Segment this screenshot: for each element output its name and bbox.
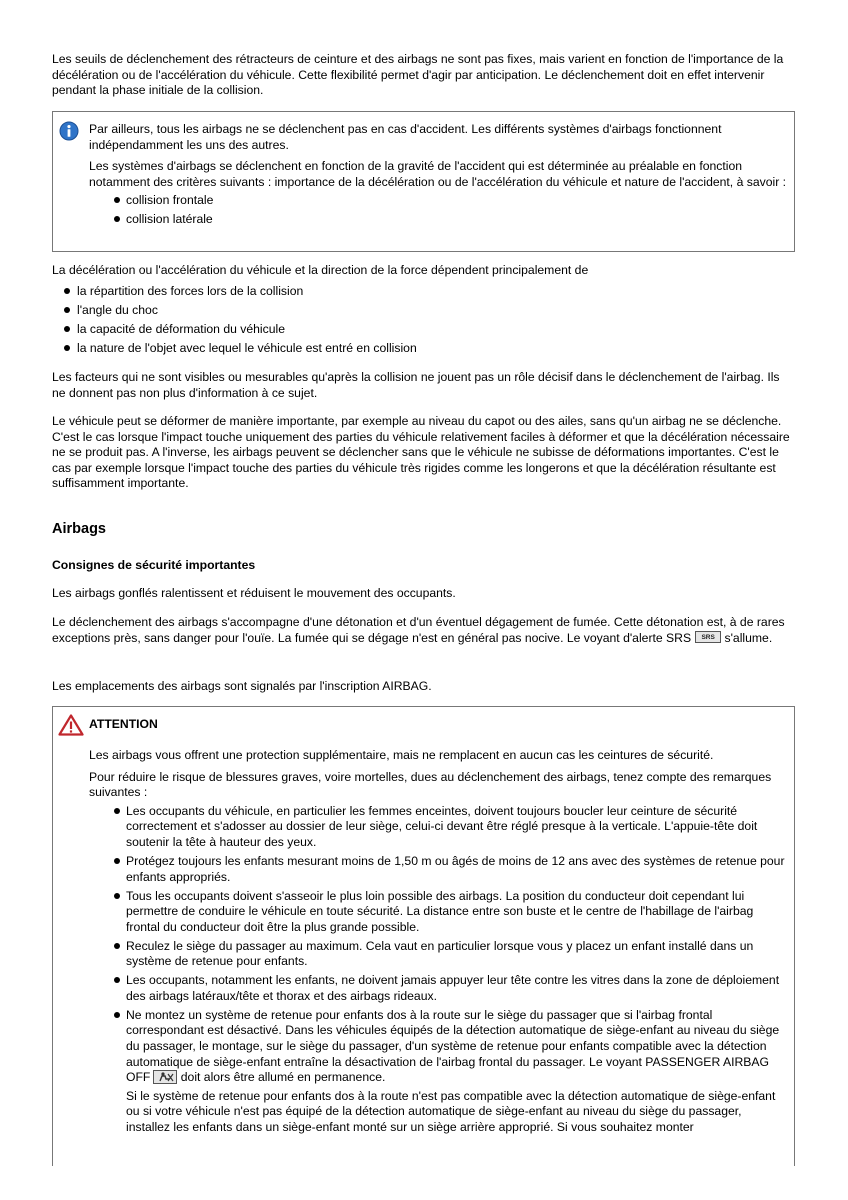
bullet-icon bbox=[114, 943, 120, 949]
srs-warning-icon: SRS bbox=[695, 631, 721, 643]
bullet-icon bbox=[114, 197, 120, 203]
attention-paragraph-1: Les airbags vous offrent une protection supplémentaire, mais ne remplacent en aucun cas les ceintures de sécurité. bbox=[89, 748, 714, 762]
airbags-paragraph-2: Le déclenchement des airbags s'accompagne d'une détonation et d'un éventuel dégagement de fumée. Cette détonation est, à de rares exceptions près, sans danger pour l'ouïe. La fumée qui se dégage n'est en général pas nocive. Le voyant d'alerte SRS SRS s'allume. bbox=[52, 615, 785, 645]
info-box bbox=[52, 111, 795, 252]
list-item: l'angle du choc bbox=[40, 303, 792, 319]
list-item: Tous les occupants doivent s'asseoir le plus loin possible des airbags. La position du conducteur doit cependant lui permettre de conduire le véhicule en toute sécurité. La distance entre son buste et le centre de l'habillage de l'airbag frontal du conducteur doit être la plus grande possible. bbox=[89, 889, 788, 936]
list-item: Reculez le siège du passager au maximum. Cela vaut en particulier lorsque vous y placez un enfant installé dans un système de retenue pour enfants. bbox=[89, 939, 788, 970]
list-item: Les occupants du véhicule, en particulier les femmes enceintes, doivent toujours boucler leur ceinture de sécurité correctement et s'adosser au dossier de leur siège, celui-ci devant être réglé presque à la verticale. L'appuie-tête doit soutenir la tête à hauteur des yeux. bbox=[89, 804, 788, 851]
attention-last-item-continuation: Si le système de retenue pour enfants dos à la route n'est pas compatible avec la détection automatique de siège-enfant ou si votre véhicule n'est pas équipé de la détection automatique de siège-enfant au niveau du siège du passager, installez les enfants dans un siège-enfant monté sur un siège arrière approprié. Si vous souhaitez monter bbox=[126, 1088, 776, 1135]
info-box-content bbox=[89, 122, 788, 231]
bullet-icon bbox=[114, 216, 120, 222]
body-section-1 bbox=[52, 263, 792, 360]
passenger-airbag-off-icon bbox=[153, 1070, 177, 1084]
bullet-icon bbox=[64, 288, 70, 294]
list-item: la capacité de déformation du véhicule bbox=[40, 322, 792, 338]
attention-box bbox=[52, 706, 795, 1166]
bullet-icon bbox=[114, 893, 120, 899]
list-item: Ne montez un système de retenue pour enfants dos à la route sur le siège du passager que si l'airbag frontal correspondant est désactivé. Dans les véhicules équipés de la détection automatique de siège-enfant au niveau du siège du passager, le montage, sur le siège du passager, d'un système de retenue pour enfants compatible avec la détection automatique de siège-enfant entraîne la désactivation de l'airbag frontal du passager. Le voyant PASSENGER AIRBAG OFF doit alors être allumé en permanence. Si le système de retenue pour enfants dos à la route n'est pas compatible avec la détection automatique de siège-enfant ou si votre véhicule n'est pas équipé de la détection automatique de siège-enfant au niveau du siège du passager, installez les enfants dans un siège-enfant monté sur un siège arrière approprié. Si vous souhaitez monter bbox=[89, 1008, 788, 1136]
bullet-icon bbox=[114, 858, 120, 864]
factor-list bbox=[40, 284, 792, 357]
info-paragraph-2: Les systèmes d'airbags se déclenchent en fonction de la gravité de l'accident qui est déterminée au préalable en fonction notamment des critères suivants : importance de la décélération ou de l'accélération du véhicule et nature de l'accident, à savoir : bbox=[89, 159, 787, 189]
body-paragraph-3: Le véhicule peut se déformer de manière importante, par exemple au niveau du capot ou des ailes, sans qu'un airbag ne se déclenche. C'est le cas lorsque l'impact touche uniquement des parties du véhicule relativement faciles à déformer et que la décélération nécessaire ne se produit pas. A l'inverse, les airbags peuvent se déclencher sans que le véhicule ne subisse de déformations importantes. C'est le cas par exemple lorsque l'impact touche des parties du véhicule très rigides comme les longerons et que la décélération résultante est suffisamment importante. bbox=[52, 414, 790, 491]
attention-paragraph-2: Pour réduire le risque de blessures graves, voire mortelles, dues au déclenchement des airbags, tenez compte des remarques suivantes : bbox=[89, 769, 772, 800]
bullet-icon bbox=[114, 977, 120, 983]
section-heading: Airbags bbox=[52, 521, 106, 537]
attention-title: ATTENTION bbox=[89, 717, 158, 731]
info-icon bbox=[59, 121, 79, 141]
list-item: Protégez toujours les enfants mesurant moins de 1,50 m ou âgés de moins de 12 ans avec des systèmes de retenue pour enfants appropriés. bbox=[89, 854, 788, 885]
warning-triangle-icon bbox=[58, 714, 84, 736]
attention-box-content bbox=[89, 748, 788, 1139]
section-subheading: Consignes de sécurité importantes bbox=[52, 558, 256, 572]
list-item: Les occupants, notamment les enfants, ne doivent jamais appuyer leur tête contre les vitres dans la zone de déploiement des airbags latéraux/tête et thorax et des airbags rideaux. bbox=[89, 973, 788, 1004]
list-item: collision latérale bbox=[89, 212, 788, 228]
body-paragraph-2: Les facteurs qui ne sont visibles ou mesurables qu'après la collision ne jouent pas un rôle décisif dans le déclenchement de l'airbag. Ils ne donnent pas non plus d'information à ce sujet. bbox=[52, 370, 780, 400]
attention-list bbox=[89, 804, 788, 1136]
list-item: la nature de l'objet avec lequel le véhicule est entré en collision bbox=[40, 341, 792, 357]
bullet-icon bbox=[64, 345, 70, 351]
bullet-icon bbox=[64, 326, 70, 332]
bullet-icon bbox=[114, 1012, 120, 1018]
intro-paragraph: Les seuils de déclenchement des rétracteurs de ceinture et des airbags ne sont pas fixes, mais varient en fonction de l'importance de la décélération ou de l'accélération du véhicule. Cette flexibilité permet d'agir par anticipation. Le déclenchement doit en effet intervenir pendant la phase initiale de la collision. bbox=[52, 52, 784, 98]
info-paragraph-1: Par ailleurs, tous les airbags ne se déclenchent pas en cas d'accident. Les différents systèmes d'airbags fonctionnent indépendamment les uns des autres. bbox=[89, 122, 722, 152]
airbags-paragraph-3: Les emplacements des airbags sont signalés par l'inscription AIRBAG. bbox=[52, 679, 432, 693]
list-item: la répartition des forces lors de la collision bbox=[40, 284, 792, 300]
info-list bbox=[89, 193, 788, 228]
bullet-icon bbox=[64, 307, 70, 313]
list-item: collision frontale bbox=[89, 193, 788, 209]
airbags-paragraph-1: Les airbags gonflés ralentissent et réduisent le mouvement des occupants. bbox=[52, 586, 456, 600]
lead-paragraph: La décélération ou l'accélération du véhicule et la direction de la force dépendent principalement de bbox=[52, 263, 589, 277]
bullet-icon bbox=[114, 808, 120, 814]
